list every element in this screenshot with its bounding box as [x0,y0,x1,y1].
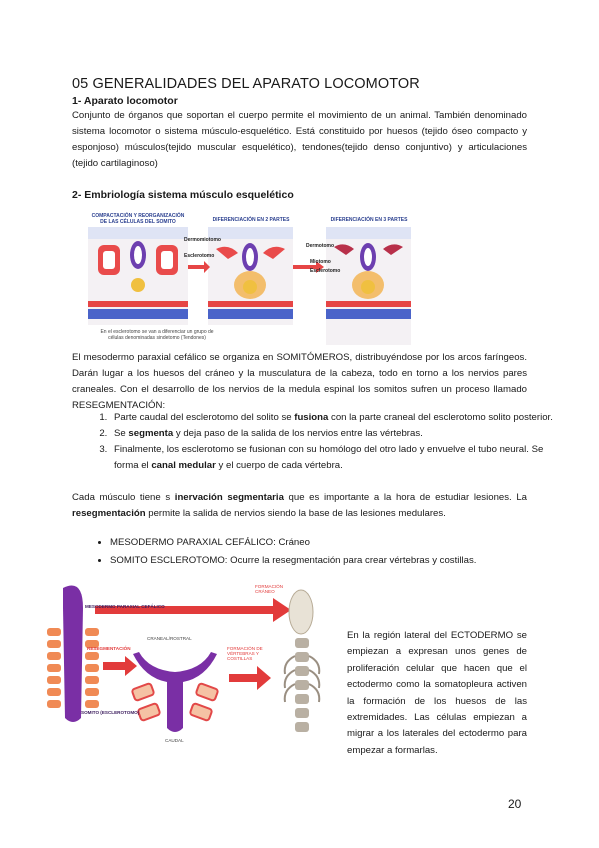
label-esclerotomo-2: Esclerotomo [310,268,341,274]
side-paragraph-ectodermo: En la región lateral del ECTODERMO se empiezan a expresan unos genes de proliferación celular que hacen que el ectodermo como la somatopleura activen la formación de los huesos de las extremidades. Las células empiezan a migrar a los laterales del ectodermo para empezar a formarlas. [347,630,527,756]
label-mesodermo-paraxial: MESODERMO PARAXIAL CEFÁLICO [85,604,165,609]
panel3-title: DIFERENCIACIÓN EN 3 PARTES [330,217,408,223]
list-item: 2. Se segmenta y deja paso de la salida de los nervios entre las vértebras. [110,426,565,442]
paragraph-somitomeros: El mesodermo paraxial cefálico se organiza en SOMITÓMEROS, distribuyéndose por los arcos faríngeos. Darán lugar a los huesos del cráneo y la musculatura de la cabeza, todo en torno a los nervios pares craneales. Con el desarrollo de los nervios de la medula espinal los somitos sufren un proceso llamado RESEGMENTACIÓN: [72,352,527,411]
panel2-title: DIFERENCIACIÓN EN 2 PARTES [212,217,290,223]
label-miotomo: Miotomo [310,259,331,265]
list-item: • MESODERMO PARAXIAL CEFÁLICO: Cráneo [110,534,565,552]
paragraph-inervacion: Cada músculo tiene s inervación segmentaria que es importante a la hora de estudiar lesiones. La resegmentación permite la salida de nervios siendo la base de las lesiones medulares. [72,492,527,519]
list-item: 1. Parte caudal del esclerotomo del solito se fusiona con la parte craneal del esclerotomo solito posterior. [110,410,565,426]
label-dermotomo: Dermotomo [306,243,335,249]
label-esclerotomo: Esclerotomo [184,253,215,259]
section-text-aparato-locomotor: Conjunto de órganos que soportan el cuerpo permite el movimiento de un animal. También denominado sistema locomotor o sistema músculo-esquelético. Está constituido por huesos (tejido óseo compacto y esponjoso) músculos(tejido muscular esquelético), tendones(tejido denso conjuntivo) y articulaciones (tejido cartilaginoso) [72,110,527,169]
label-formacion-vertebras: FORMACIÓN DE VÉRTEBRAS Y COSTILLAS [227,646,263,661]
list-item: • SOMITO ESCLEROTOMO: Ocurre la resegmentación para crear vértebras y costillas. [110,552,565,570]
page-number: 20 [508,797,522,811]
label-somito-esclerotomo: SOMITO (ESCLEROTOMO) [81,710,140,715]
section-heading-aparato-locomotor: 1- Aparato locomotor [72,95,178,107]
list-item: 3. Finalmente, los esclerotomo se fusionan con su homólogo del otro lado y envuelve el tubo neural. Se forma el canal medular y el cuerpo de cada vértebra. [110,442,565,474]
label-craneal-rostral: CRANEAL/ROSTRAL [147,636,192,641]
resegmentation-list [72,410,565,474]
label-caudal: CAUDAL [165,738,184,743]
figure1-caption: En el esclerotomo se van a diferenciar un grupo de células denominadas sindetomo (Tendones) [100,329,214,341]
resegmentation-figure [15,578,340,748]
section-heading-embriologia: 2- Embriología sistema músculo esquelético [72,189,294,201]
bullet-list [72,534,565,570]
label-resegmentacion: RESEGMENTACIÓN [87,646,131,651]
somite-differentiation-figure [88,205,413,347]
page-title: 05 GENERALIDADES DEL APARATO LOCOMOTOR [72,76,420,92]
panel1-title: COMPACTACIÓN Y REORGANIZACIÓN DE LAS CÉLULAS DEL SOMITO [91,213,185,225]
label-formacion-craneo: FORMACIÓN CRÁNEO [255,584,284,594]
label-dermomiotomo: Dermomiotomo [184,237,221,243]
